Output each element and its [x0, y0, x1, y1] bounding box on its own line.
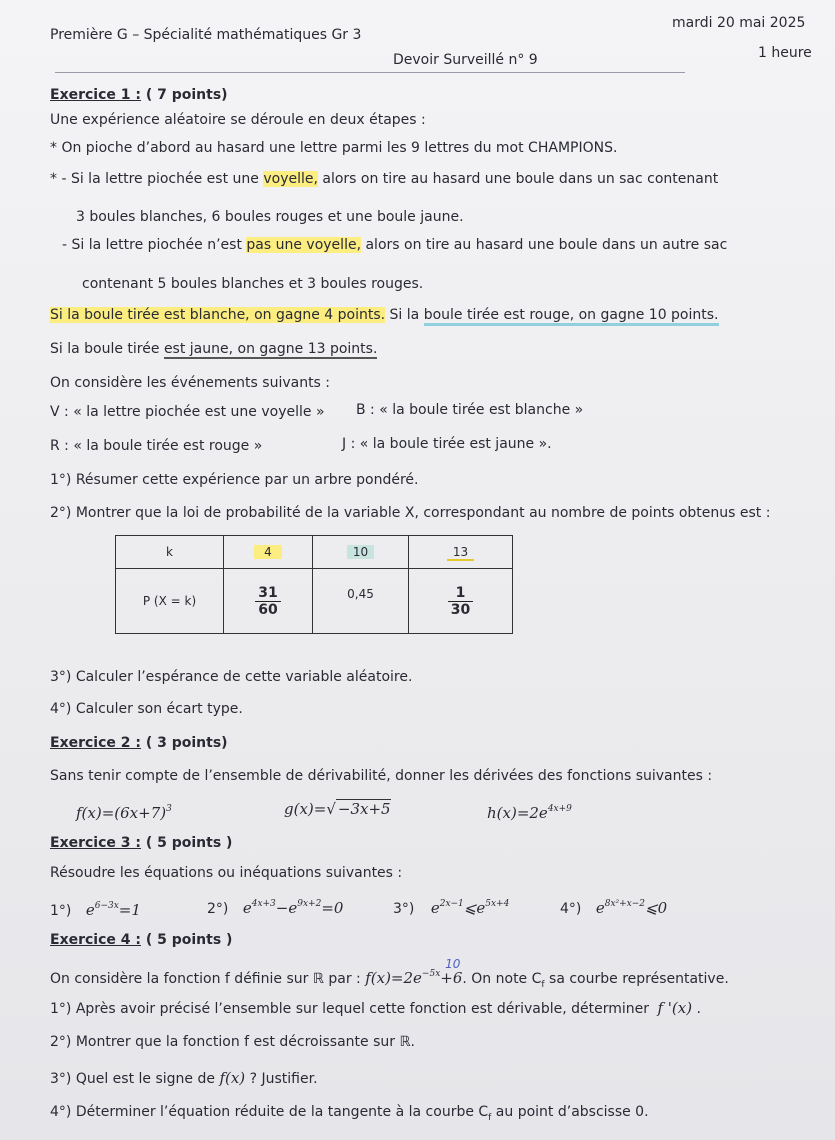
ex3-heading	[50, 834, 232, 852]
ex3-title: Exercice 3 :	[50, 835, 141, 851]
event-v: V : « la lettre piochée est une voyelle »	[50, 404, 325, 420]
ex1-gain-sep: Si la	[385, 307, 424, 323]
table-k-value	[313, 536, 409, 569]
ex1-heading	[50, 86, 228, 104]
ex1-step2b-pre: - Si la lettre piochée n’est	[62, 237, 247, 253]
ex2-h	[487, 800, 572, 822]
fraction-1-30	[448, 585, 473, 618]
class-title: Première G – Spécialité mathématiques Gr 3	[50, 27, 362, 43]
ex4-q3-math: f(x)	[219, 1069, 246, 1087]
ex1-step2a-post: alors on tire au hasard une boule dans un sac contenant	[317, 171, 719, 187]
ex1-step2a-highlight: voyelle,	[263, 171, 318, 187]
ex4-q1-end: .	[696, 1001, 701, 1017]
table-p-value: 0,45	[313, 569, 409, 634]
ex3-item-num: 2°)	[207, 901, 229, 917]
event-r: R : « la boule tirée est rouge »	[50, 438, 263, 454]
ex3-item-num: 3°)	[393, 901, 415, 917]
ex1-q1: 1°) Résumer cette expérience par un arbre pondéré.	[50, 472, 419, 488]
table-k-value	[409, 536, 513, 569]
ex2-g: g(x)=√ −3x+5	[284, 800, 391, 818]
ex4-intro-end: sa courbe représentative.	[544, 971, 729, 987]
ex3-rest: ⩽0	[645, 899, 668, 917]
ex3-base: e	[242, 899, 252, 917]
ex3-exp: 6−3x	[94, 901, 119, 911]
exam-duration: 1 heure	[758, 45, 812, 61]
ex4-q1-text: 1°) Après avoir précisé l’ensemble sur lequel cette fonction est dérivable, déterminer	[50, 1001, 650, 1017]
ex4-q3-text: 3°) Quel est le signe de	[50, 1071, 215, 1087]
ex2-h-expr: h(x)=2e	[487, 804, 548, 822]
ex4-q3	[50, 1069, 318, 1088]
ex1-step2b-post: alors on tire au hasard une boule dans un autre sac	[361, 237, 728, 253]
ex3-exp2: 5x+4	[485, 899, 510, 909]
frac-num: 1	[448, 585, 473, 602]
exam-title: Devoir Surveillé n° 9	[393, 52, 538, 68]
ex1-step2b-cont: contenant 5 boules blanches et 3 boules rouges.	[82, 276, 424, 292]
table-k-value	[224, 536, 313, 569]
ex4-f-rest: +6	[440, 969, 463, 987]
table-k-label: k	[116, 536, 224, 569]
ex2-title: Exercice 2 :	[50, 735, 141, 751]
table-p-value	[409, 569, 513, 634]
ex3-item-2	[207, 895, 343, 918]
table-k-10: 10	[347, 545, 374, 559]
table-p-label: P (X = k)	[116, 569, 224, 634]
ex4-curve-sub: f	[541, 979, 545, 990]
ex4-heading	[50, 931, 232, 949]
ex3-item-4	[560, 895, 667, 918]
ex2-f	[76, 800, 172, 822]
ex3-exp: 2x−1	[439, 899, 464, 909]
fraction-31-60	[255, 585, 280, 618]
ex4-q4-text: 4°) Déterminer l’équation réduite de la tangente à la courbe C	[50, 1104, 489, 1120]
ex2-h-exponent: 4x+9	[547, 804, 572, 814]
ex4-q4-end: au point d’abscisse 0.	[491, 1104, 649, 1120]
ex1-step1: * On pioche d’abord au hasard une lettre parmi les 9 lettres du mot CHAMPIONS.	[50, 140, 618, 156]
ex4-q1-math: f '(x)	[657, 999, 693, 1017]
ex1-gains	[50, 306, 719, 324]
ex1-intro: Une expérience aléatoire se déroule en deux étapes :	[50, 112, 426, 128]
ex2-g-radicand: −3x+5	[337, 800, 391, 818]
ex1-title: Exercice 1 :	[50, 87, 141, 103]
ex4-intro-pre: On considère la fonction f définie sur ℝ par :	[50, 971, 361, 987]
ex3-base: e	[430, 899, 440, 917]
ex4-q2: 2°) Montrer que la fonction f est décroissante sur ℝ.	[50, 1034, 415, 1050]
ex1-step2b-highlight: pas une voyelle,	[246, 237, 362, 253]
ex2-g-expr: g(x)=	[284, 800, 327, 818]
ex1-gain3-pre: Si la boule tirée	[50, 341, 164, 357]
header-divider	[55, 72, 685, 73]
probability-table	[115, 535, 513, 634]
ex3-exp: 8x²+x−2	[604, 899, 646, 909]
ex2-heading	[50, 734, 228, 752]
ex4-f-exponent: −5x	[421, 969, 441, 979]
frac-den: 30	[450, 601, 471, 618]
ex4-q1	[50, 999, 701, 1018]
ex3-rest: =1	[118, 901, 141, 919]
ex4-intro	[50, 957, 729, 994]
ex1-gain3-underlined: est jaune, on gagne 13 points.	[163, 341, 378, 357]
ex2-intro: Sans tenir compte de l’ensemble de dérivabilité, donner les dérivées des fonctions suivantes :	[50, 768, 713, 784]
ex1-events-intro: On considère les événements suivants :	[50, 375, 331, 391]
ex3-base: e	[595, 899, 605, 917]
ex2-f-exponent: 3	[166, 804, 172, 814]
frac-den: 60	[258, 601, 278, 618]
ex3-item-num: 4°)	[560, 901, 582, 917]
ex3-item-1	[50, 897, 141, 920]
ex4-title: Exercice 4 :	[50, 932, 141, 948]
ex3-mid: ⩽e	[463, 899, 486, 917]
ex1-gain-white: Si la boule tirée est blanche, on gagne 4 points.	[50, 307, 386, 323]
ex4-f-def: f(x)=2e	[365, 969, 422, 987]
ex3-mid: −e	[275, 899, 298, 917]
ex1-q2: 2°) Montrer que la loi de probabilité de la variable X, correspondant au nombre de points obtenus est :	[50, 505, 771, 521]
ex2-points: ( 3 points)	[140, 735, 228, 751]
ex1-gain-red: boule tirée est rouge, on gagne 10 points.	[424, 307, 719, 326]
ex3-item-num: 1°)	[50, 903, 72, 919]
event-j: J : « la boule tirée est jaune ».	[342, 436, 552, 452]
ex4-points: ( 5 points )	[140, 932, 233, 948]
ex1-points: ( 7 points)	[145, 87, 228, 103]
ex3-points: ( 5 points )	[140, 835, 233, 851]
handwritten-annotation: 10	[445, 957, 461, 971]
frac-num: 31	[255, 585, 280, 602]
ex3-rest: =0	[321, 899, 344, 917]
ex3-exp: 4x+3	[251, 899, 276, 909]
ex1-q3: 3°) Calculer l’espérance de cette variable aléatoire.	[50, 669, 413, 685]
ex1-q4: 4°) Calculer son écart type.	[50, 701, 243, 717]
ex1-step2b	[62, 236, 727, 254]
ex4-q4	[50, 1103, 649, 1127]
event-b: B : « la boule tirée est blanche »	[356, 402, 584, 418]
table-k-4: 4	[254, 545, 282, 559]
ex3-item-3	[393, 895, 509, 918]
exam-date: mardi 20 mai 2025	[672, 15, 806, 31]
ex4-intro-post: . On note C	[462, 971, 542, 987]
ex4-q3-end: ? Justifier.	[245, 1071, 318, 1087]
table-row	[116, 536, 513, 569]
ex3-exp2: 9x+2	[297, 899, 322, 909]
ex4-q4-sub: f	[488, 1112, 492, 1123]
ex1-gain-yellow	[50, 340, 377, 358]
ex1-step2a-cont: 3 boules blanches, 6 boules rouges et une boule jaune.	[76, 209, 464, 225]
ex3-intro: Résoudre les équations ou inéquations suivantes :	[50, 865, 403, 881]
ex2-f-expr: f(x)=(6x+7)	[76, 804, 167, 822]
ex1-step2a	[50, 170, 718, 188]
table-p-value	[224, 569, 313, 634]
table-k-13: 13	[447, 545, 474, 561]
table-row	[116, 569, 513, 634]
ex3-base: e	[85, 901, 95, 919]
ex1-step2a-pre: * - Si la lettre piochée est une	[50, 171, 264, 187]
